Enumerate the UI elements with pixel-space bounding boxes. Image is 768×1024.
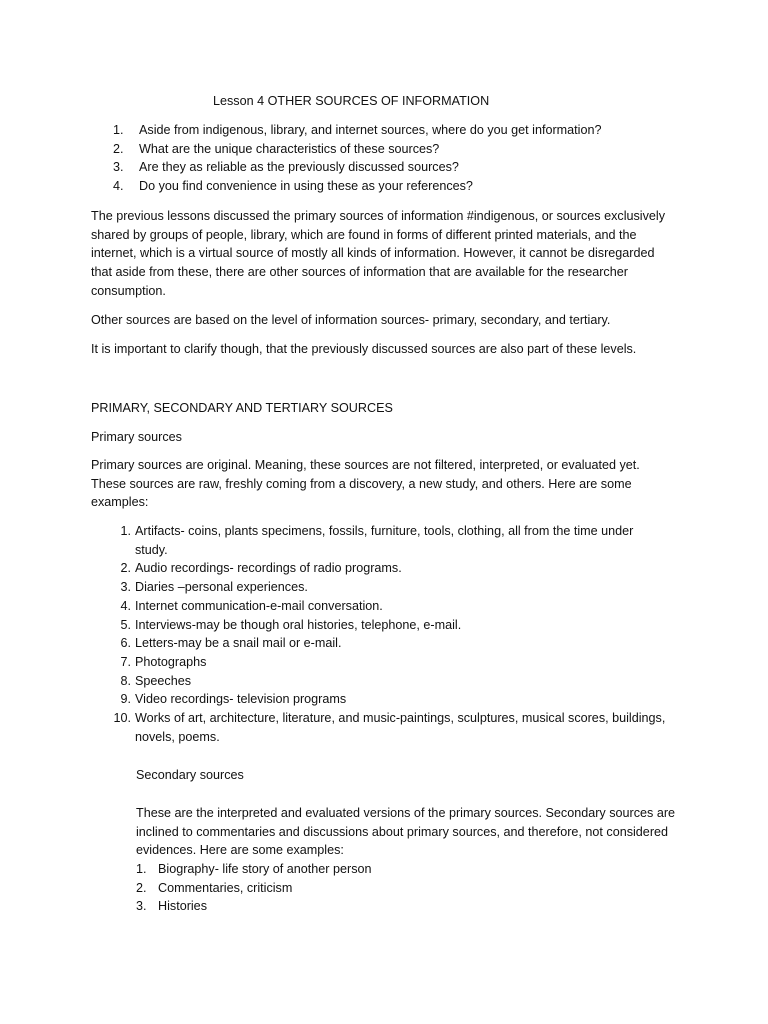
list-item-line: study. bbox=[135, 542, 168, 557]
list-item bbox=[109, 634, 665, 653]
list-item-text: Are they as reliable as the previously discussed sources? bbox=[139, 160, 459, 175]
list-item bbox=[109, 522, 665, 559]
list-item-line: Internet communication-e-mail conversation. bbox=[135, 598, 383, 613]
list-item-line: Works of art, architecture, literature, and music-paintings, sculptures, musical scores, buildings, bbox=[135, 711, 666, 726]
clarify-paragraph: It is important to clarify though, that the previously discussed sources are also part of these levels. bbox=[91, 342, 637, 356]
secondary-sources-heading: Secondary sources bbox=[136, 768, 244, 782]
paragraph-line: internet, which is a virtual source of mostly all kinds of information. However, it cannot be disregarded bbox=[91, 246, 655, 261]
list-item-text bbox=[135, 616, 665, 635]
list-item bbox=[113, 158, 602, 177]
paragraph-line: consumption. bbox=[91, 283, 166, 298]
paragraph-line: Primary sources are original. Meaning, these sources are not filtered, interpreted, or evaluated yet. bbox=[91, 458, 640, 472]
paragraph-line: These sources are raw, freshly coming from a discovery, a new study, and others. Here are some bbox=[91, 476, 632, 491]
list-item bbox=[109, 616, 665, 635]
list-item-text bbox=[135, 672, 665, 691]
list-item-line: Audio recordings- recordings of radio programs. bbox=[135, 561, 402, 576]
list-item-text bbox=[135, 653, 665, 672]
list-item bbox=[136, 860, 372, 879]
list-item-number: 3. bbox=[136, 899, 147, 914]
list-item-number: 2. bbox=[113, 141, 124, 156]
list-item bbox=[109, 709, 665, 746]
paragraph-line: evidences. Here are some examples: bbox=[136, 843, 344, 858]
list-item-number: 5. bbox=[120, 617, 131, 632]
list-item bbox=[109, 597, 665, 616]
list-item-number: 2. bbox=[136, 880, 147, 895]
list-item-line: Letters-may be a snail mail or e-mail. bbox=[135, 636, 342, 651]
list-item-number: 4. bbox=[113, 179, 124, 194]
list-item-number: 1. bbox=[136, 862, 147, 876]
list-item-number: 1. bbox=[120, 524, 131, 538]
list-item-text: Histories bbox=[158, 899, 207, 914]
list-item bbox=[113, 140, 602, 159]
list-item-text: Biography- life story of another person bbox=[158, 862, 372, 876]
list-item-line: Diaries –personal experiences. bbox=[135, 580, 308, 595]
list-item-text bbox=[135, 522, 665, 559]
guide-questions-list bbox=[113, 121, 602, 196]
list-item bbox=[109, 672, 665, 691]
list-item-number: 2. bbox=[120, 561, 131, 576]
list-item-text: Commentaries, criticism bbox=[158, 880, 293, 895]
paragraph-line: The previous lessons discussed the primary sources of information #indigenous, or sources exclusively bbox=[91, 209, 665, 223]
list-item-text bbox=[135, 690, 665, 709]
list-item-text: Do you find convenience in using these as your references? bbox=[139, 179, 473, 194]
list-item-number: 1. bbox=[113, 123, 124, 137]
list-item-line: Photographs bbox=[135, 654, 207, 669]
list-item-text bbox=[135, 597, 665, 616]
list-item-text: Aside from indigenous, library, and internet sources, where do you get information? bbox=[139, 123, 602, 137]
list-item bbox=[109, 653, 665, 672]
list-item-line: novels, poems. bbox=[135, 729, 220, 744]
primary-sources-description bbox=[91, 456, 681, 512]
list-item-number: 4. bbox=[120, 598, 131, 613]
list-item-text bbox=[135, 578, 665, 597]
primary-examples-list bbox=[109, 522, 665, 746]
list-item-text: What are the unique characteristics of these sources? bbox=[139, 141, 440, 156]
paragraph-line: inclined to commentaries and discussions about primary sources, and therefore, not considered bbox=[136, 824, 669, 839]
secondary-sources-description bbox=[136, 804, 726, 860]
list-item-number: 3. bbox=[113, 160, 124, 175]
secondary-examples-list bbox=[136, 860, 372, 916]
lesson-title: Lesson 4 OTHER SOURCES OF INFORMATION bbox=[213, 94, 490, 108]
paragraph-line: shared by groups of people, library, which are found in forms of different printed materials, and the bbox=[91, 227, 637, 242]
paragraph-line: These are the interpreted and evaluated versions of the primary sources. Secondary sources are bbox=[136, 806, 676, 820]
list-item-line: Artifacts- coins, plants specimens, fossils, furniture, tools, clothing, all from the time under bbox=[135, 524, 634, 538]
list-item-number: 10. bbox=[113, 711, 131, 726]
paragraph-line: that aside from these, there are other sources of information that are available for the researcher bbox=[91, 265, 628, 280]
list-item-line: Interviews-may be though oral histories, telephone, e-mail. bbox=[135, 617, 462, 632]
list-item bbox=[113, 121, 602, 140]
list-item bbox=[136, 897, 372, 916]
list-item bbox=[109, 578, 665, 597]
list-item-text bbox=[135, 559, 665, 578]
list-item-number: 9. bbox=[120, 692, 131, 707]
list-item-line: Video recordings- television programs bbox=[135, 692, 347, 707]
list-item-number: 8. bbox=[120, 673, 131, 688]
list-item bbox=[109, 559, 665, 578]
list-item bbox=[109, 690, 665, 709]
intro-paragraph bbox=[91, 207, 681, 301]
list-item bbox=[113, 177, 602, 196]
section-heading: PRIMARY, SECONDARY AND TERTIARY SOURCES bbox=[91, 401, 393, 415]
list-item-line: Speeches bbox=[135, 673, 192, 688]
levels-paragraph: Other sources are based on the level of information sources- primary, secondary, and tertiary. bbox=[91, 313, 611, 327]
list-item-text bbox=[135, 634, 665, 653]
list-item bbox=[136, 879, 372, 898]
primary-sources-heading: Primary sources bbox=[91, 430, 182, 444]
paragraph-line: examples: bbox=[91, 495, 149, 510]
list-item-number: 7. bbox=[120, 654, 131, 669]
list-item-number: 6. bbox=[120, 636, 131, 651]
list-item-text bbox=[135, 709, 665, 746]
list-item-number: 3. bbox=[120, 580, 131, 595]
